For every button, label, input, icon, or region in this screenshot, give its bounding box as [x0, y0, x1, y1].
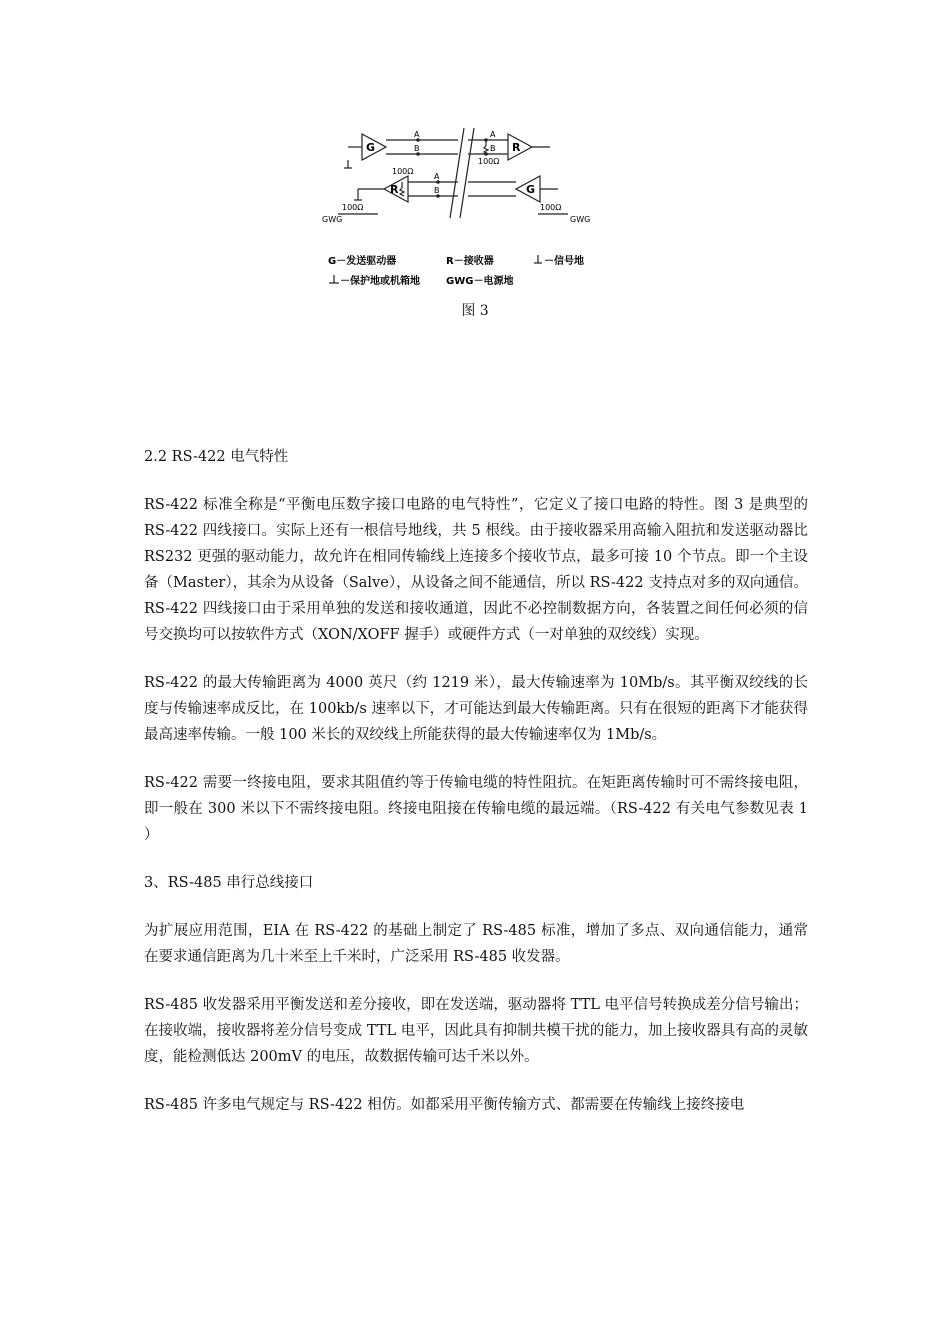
paragraph-rs422-intro: RS-422 标准全称是“平衡电压数字接口电路的电气特性”，它定义了接口电路的特性。图 3 是典型的 RS-422 四线接口。实际上还有一根信号地线，共 5 根线。由于接收器采用高输入阻抗和发送驱动器比 RS232 更强的驱动能力，故允许在相同传输线上连接多个接收节点，最多可接 10 个节点。即一个主设备（Master），其余为从设备（Salve），从设备之间不能通信，所以 RS-422 支持点对多的双向通信。RS-422 四线接口由于采用单独的发送和接收通道，因此不必控制数据方向，各装置之间任何必须的信号交换均可以按软件方式（XON/XOFF 握手）或硬件方式（一对单独的双绞线）实现。 [144, 497, 808, 643]
rs422-diagram [318, 118, 628, 298]
line-a-label-right: A [490, 130, 496, 139]
paragraph-rs485-intro: 为扩展应用范围，EIA 在 RS-422 的基础上制定了 RS-485 标准，增加了多点、双向通信能力，通常在要求通信距离为几十米至上千米时，广泛采用 RS-485 收发器。 [144, 923, 808, 965]
resistor-label-gnd-right: 100Ω [540, 203, 562, 212]
line-b-label-bottom: B [434, 186, 440, 195]
line-a-label-bottom: A [434, 172, 440, 181]
legend-driver: G－发送驱动器 [328, 256, 397, 267]
gwg-label-right: GWG [570, 215, 591, 224]
line-b-label-right: B [490, 144, 496, 153]
line-b-label: B [414, 144, 420, 153]
driver-label-bottom: G [526, 183, 536, 196]
resistor-label-top: 100Ω [478, 157, 500, 166]
line-a-label: A [414, 130, 420, 139]
legend-receiver: R－接收器 [446, 256, 494, 267]
resistor-label-gnd-left: 100Ω [342, 203, 364, 212]
paragraph-rs422-distance: RS-422 的最大传输距离为 4000 英尺（约 1219 米），最大传输速率为 10Mb/s。其平衡双绞线的长度与传输速率成反比，在 100kb/s 速率以下，才可能达到最大传输距离。只有在很短的距离下才能获得最高速率传输。一般 100 米长的双绞线上所能获得的最大传输速率仅为 1Mb/s。 [144, 675, 808, 743]
paragraph-rs485-spec: RS-485 许多电气规定与 RS-422 相仿。如都采用平衡传输方式、都需要在传输线上接终接电 [144, 1097, 745, 1113]
rs422-circuit-svg [318, 118, 628, 298]
signal-ground-icon [534, 255, 542, 263]
figure-caption: 图 3 [461, 303, 489, 319]
paragraph-rs485-transceiver: RS-485 收发器采用平衡发送和差分接收，即在发送端，驱动器将 TTL 电平信号转换成差分信号输出；在接收端，接收器将差分信号变成 TTL 电平，因此具有抑制共模干扰的能力，加上接收器具有高的灵敏度，能检测低达 200mV 的电压，故数据传输可达千米以外。 [144, 997, 808, 1065]
section-heading-3: 3、RS-485 串行总线接口 [144, 875, 314, 891]
section-heading-2-2: 2.2 RS-422 电气特性 [144, 449, 289, 465]
legend-chassis-ground: －保护地或机箱地 [340, 276, 420, 287]
paragraph-rs422-termination: RS-422 需要一终接电阻，要求其阻值约等于传输电缆的特性阻抗。在矩距离传输时可不需终接电阻，即一般在 300 米以下不需终接电阻。终接电阻接在传输电缆的最远端。（RS-422 有关电气参数见表 1 ） [144, 775, 808, 843]
chassis-ground-icon [329, 275, 339, 283]
resistor-label-bottom: 100Ω [392, 167, 414, 176]
legend-power-ground: GWG－电源地 [446, 276, 514, 287]
driver-label-top: G [366, 141, 376, 154]
receiver-label-bottom: R [390, 183, 399, 196]
legend-signal-ground: －信号地 [544, 256, 584, 267]
gwg-label-left: GWG [322, 215, 343, 224]
receiver-label-top: R [512, 141, 521, 154]
document-body [144, 444, 808, 1118]
